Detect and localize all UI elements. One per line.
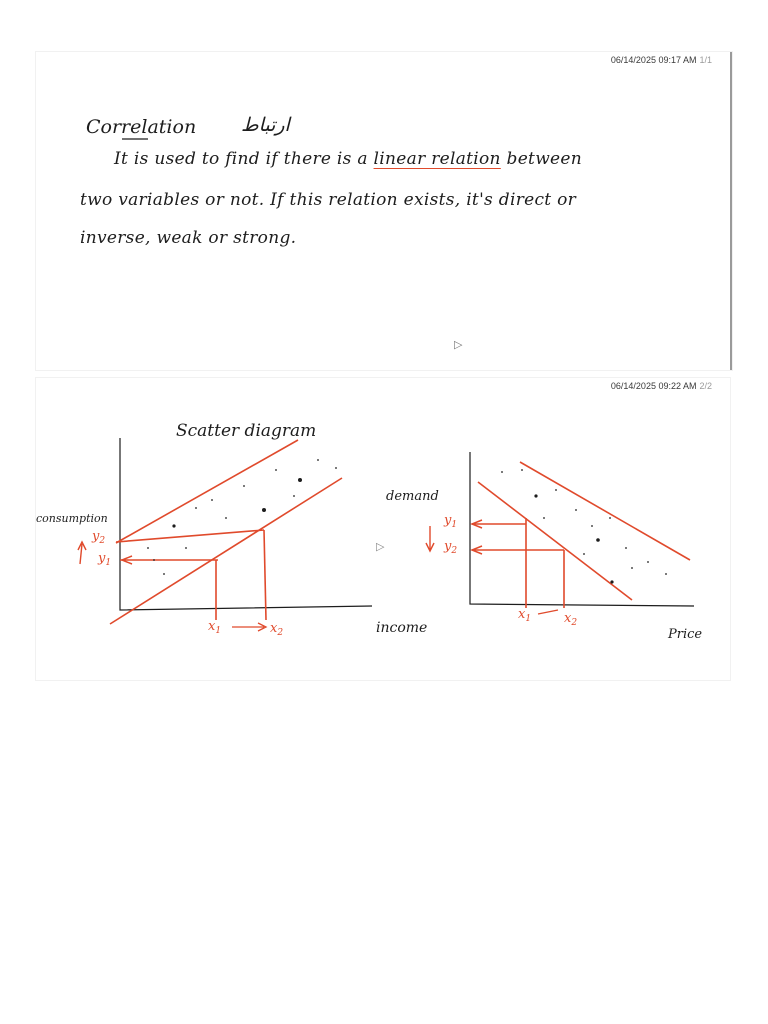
- note-page-2: [36, 378, 730, 680]
- timestamp-text: 06/14/2025 09:17 AM: [610, 55, 697, 65]
- left-axes: [120, 438, 372, 610]
- cursor-icon: ▷: [376, 540, 385, 553]
- line-1-tail: between: [500, 149, 583, 169]
- highlighted-term: linear relation: [373, 149, 501, 169]
- page-timestamp: [611, 55, 712, 65]
- note-line-3: inverse, weak or strong.: [80, 228, 297, 248]
- diagram-title: Scatter diagram: [176, 421, 317, 441]
- y-axis-label-demand: demand: [386, 489, 439, 504]
- note-title: Correlation: [86, 116, 197, 138]
- tick-y1-right: $y_1$: [444, 513, 458, 530]
- note-page-1: [36, 52, 732, 370]
- note-line-2: two variables or not. If this relation exists, it's direct or: [80, 190, 577, 210]
- timestamp-text-2: 06/14/2025 09:22 AM: [610, 381, 697, 391]
- page-number: 1/1: [699, 55, 712, 65]
- x-axis-label-income: income: [376, 620, 428, 636]
- title-underline: [86, 136, 196, 142]
- x-axis-label-price: Price: [668, 627, 703, 642]
- tick-x1-left: $x_1$: [208, 619, 222, 636]
- x-shift-arrow-right: [538, 610, 558, 614]
- up-arrow-icon: [80, 544, 82, 564]
- pointer-cursor-icon: ▷: [454, 338, 463, 351]
- tick-x2-left: $x_2$: [270, 621, 284, 638]
- lower-bound-line-right: [478, 482, 632, 600]
- upper-bound-line: [116, 440, 298, 543]
- right-scatter-graph: [386, 452, 702, 642]
- right-axes: [470, 452, 694, 606]
- upper-bound-line-right: [520, 462, 690, 560]
- tick-x1-right: $x_1$: [518, 607, 532, 624]
- arabic-title: ارتباط: [241, 114, 290, 136]
- tick-y1-left: $y_1$: [98, 551, 112, 568]
- scatter-diagrams: [36, 378, 730, 680]
- left-scatter-points: [147, 459, 337, 575]
- tick-x2-right: $x_2$: [564, 611, 578, 628]
- x2-guide: [264, 530, 266, 620]
- y-axis-label-consumption: consumption: [36, 512, 108, 525]
- lower-bound-line: [110, 478, 342, 624]
- page-divider-strip: [36, 370, 176, 373]
- tick-y2-right: $y_2$: [444, 539, 458, 556]
- tick-y2-left: $y_2$: [92, 529, 106, 546]
- left-scatter-graph: [36, 438, 427, 638]
- page-number-2: 2/2: [699, 381, 712, 391]
- line-1-text: It is used to find if there is a: [114, 149, 374, 169]
- note-line-1: [114, 149, 582, 169]
